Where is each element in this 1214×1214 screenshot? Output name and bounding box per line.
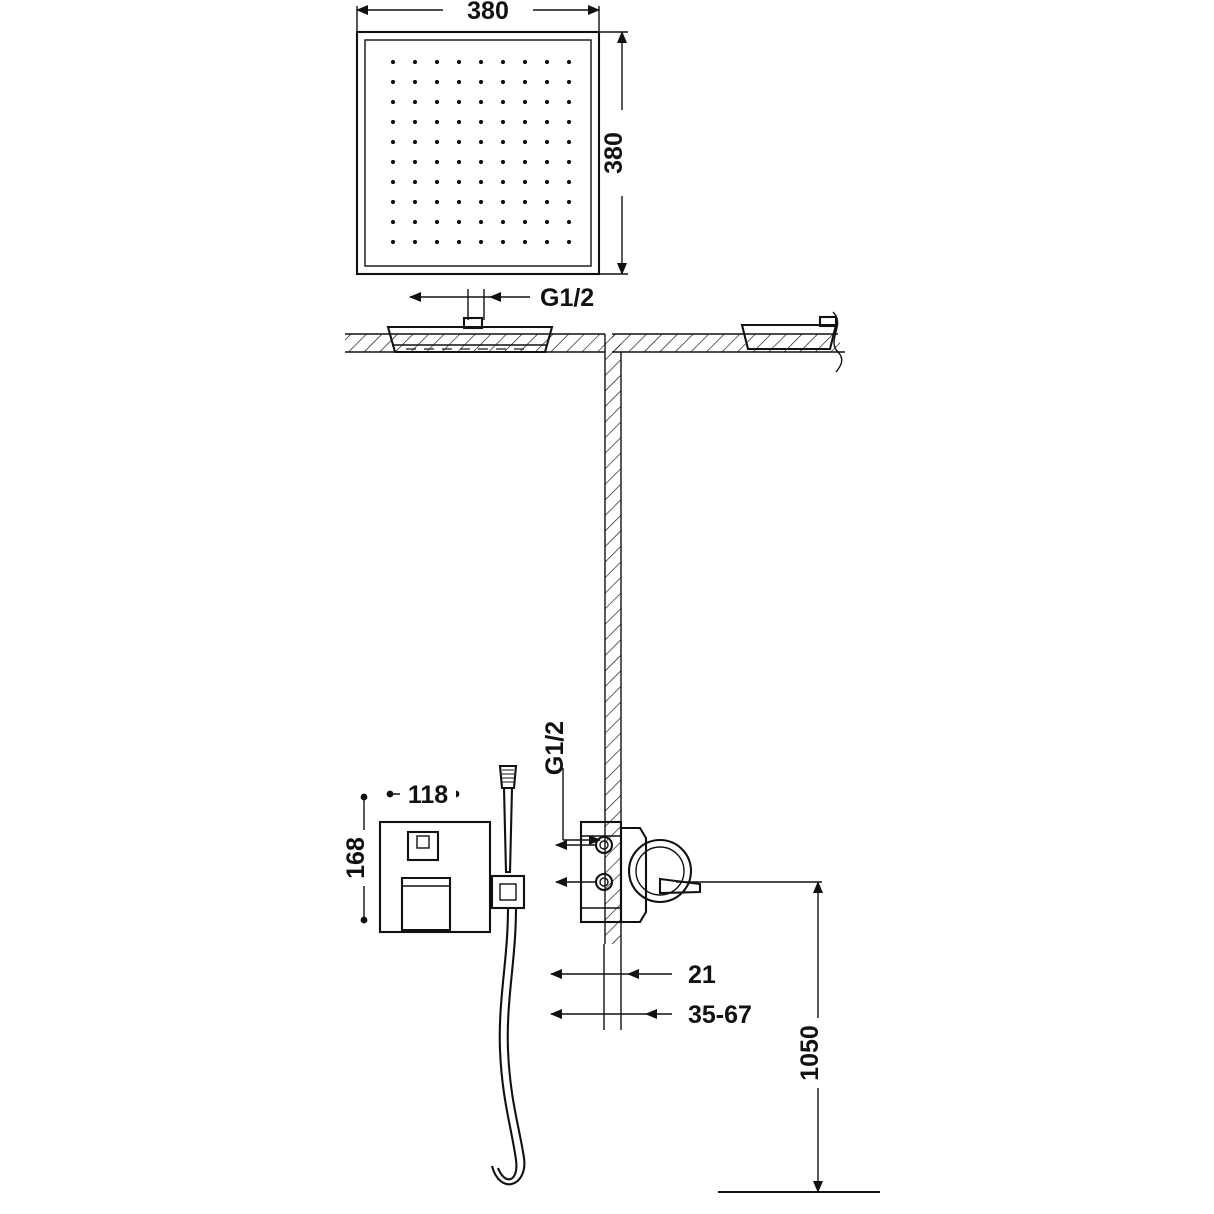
head-height-label: 380 <box>600 132 628 174</box>
ceiling-section <box>345 312 845 372</box>
concealed-valve-body <box>556 822 700 922</box>
dimension-head-height <box>599 32 636 274</box>
nozzle-grid <box>391 60 571 244</box>
dimension-wall-depth <box>551 990 752 1030</box>
dimension-head-width <box>357 0 599 32</box>
plate-width-label: 118 <box>407 781 449 809</box>
control-plate-front-view <box>380 822 490 932</box>
valve-thread-label: G1/2 <box>541 720 569 776</box>
dimension-mount-height <box>676 882 854 1192</box>
dimension-head-thread <box>410 284 594 320</box>
dimension-plate-height <box>342 794 377 924</box>
dimension-plate-width <box>387 781 460 809</box>
shower-head-top-view <box>357 32 599 274</box>
plate-height-label: 168 <box>342 837 370 879</box>
body-depth-label: 21 <box>688 961 716 989</box>
mount-height-label: 1050 <box>796 1025 824 1081</box>
dimension-body-depth <box>551 944 716 990</box>
head-width-label: 380 <box>467 0 509 25</box>
hand-shower-assembly <box>492 766 524 1184</box>
head-thread-label: G1/2 <box>540 284 595 312</box>
wall-depth-label: 35-67 <box>688 1001 752 1029</box>
